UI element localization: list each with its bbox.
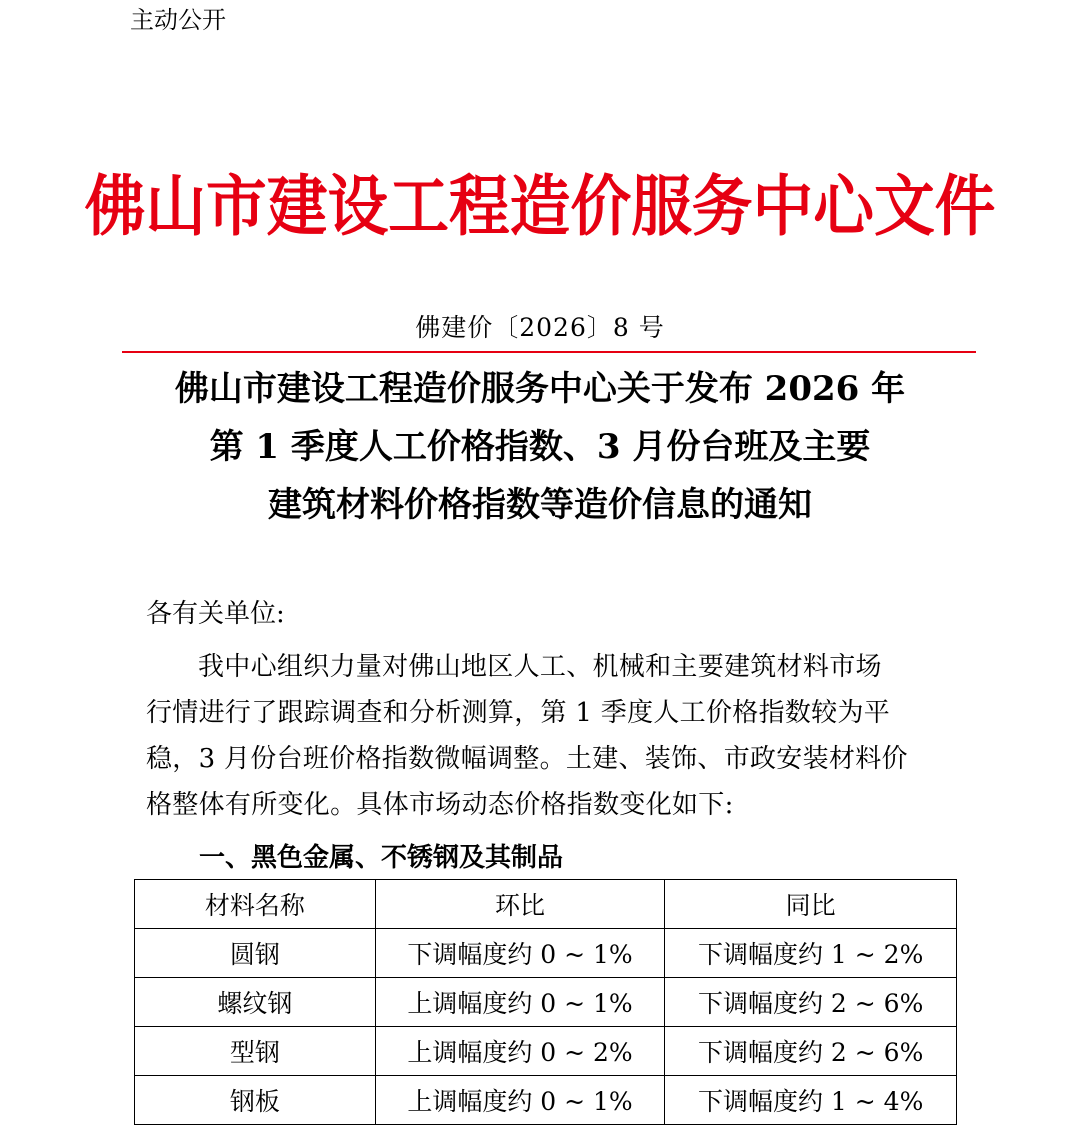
body-line: 行情进行了跟踪调查和分析测算，第 1 季度人工价格指数较为平 — [146, 698, 891, 728]
table-row — [135, 1076, 957, 1125]
title-line: 第 1 季度人工价格指数、3 月份台班及主要 — [209, 427, 871, 467]
red-divider-line — [122, 351, 976, 353]
document-title — [0, 360, 1080, 534]
price-index-table — [134, 879, 957, 1125]
month-on-month-cell: 上调幅度约 0 ~ 2% — [375, 1027, 665, 1076]
section-heading: 一、黑色金属、不锈钢及其制品 — [199, 843, 564, 873]
body-line: 格整体有所变化。具体市场动态价格指数变化如下: — [146, 790, 734, 820]
material-name-cell: 螺纹钢 — [135, 978, 376, 1027]
year-on-year-cell: 下调幅度约 2 ~ 6% — [665, 978, 957, 1027]
disclosure-label: 主动公开 — [130, 6, 226, 34]
year-on-year-cell: 下调幅度约 1 ~ 2% — [665, 929, 957, 978]
document-masthead: 佛山市建设工程造价服务中心文件 — [84, 167, 996, 245]
table-row — [135, 1027, 957, 1076]
table-row — [135, 978, 957, 1027]
year-on-year-cell: 下调幅度约 1 ~ 4% — [665, 1076, 957, 1125]
column-header-material: 材料名称 — [135, 880, 376, 929]
body-line: 我中心组织力量对佛山地区人工、机械和主要建筑材料市场 — [198, 652, 882, 682]
table-row — [135, 929, 957, 978]
salutation: 各有关单位: — [146, 599, 285, 629]
body-paragraph — [146, 644, 946, 828]
table-header-row — [135, 880, 957, 929]
material-name-cell: 型钢 — [135, 1027, 376, 1076]
title-line: 佛山市建设工程造价服务中心关于发布 2026 年 — [174, 369, 906, 409]
column-header-year-on-year: 同比 — [665, 880, 957, 929]
month-on-month-cell: 下调幅度约 0 ~ 1% — [375, 929, 665, 978]
month-on-month-cell: 上调幅度约 0 ~ 1% — [375, 978, 665, 1027]
title-line: 建筑材料价格指数等造价信息的通知 — [268, 485, 812, 525]
month-on-month-cell: 上调幅度约 0 ~ 1% — [375, 1076, 665, 1125]
material-name-cell: 圆钢 — [135, 929, 376, 978]
year-on-year-cell: 下调幅度约 2 ~ 6% — [665, 1027, 957, 1076]
body-line: 稳，3 月份台班价格指数微幅调整。土建、装饰、市政安装材料价 — [146, 744, 908, 774]
material-name-cell: 钢板 — [135, 1076, 376, 1125]
document-number: 佛建价〔2026〕8 号 — [415, 313, 665, 342]
column-header-month-on-month: 环比 — [375, 880, 665, 929]
